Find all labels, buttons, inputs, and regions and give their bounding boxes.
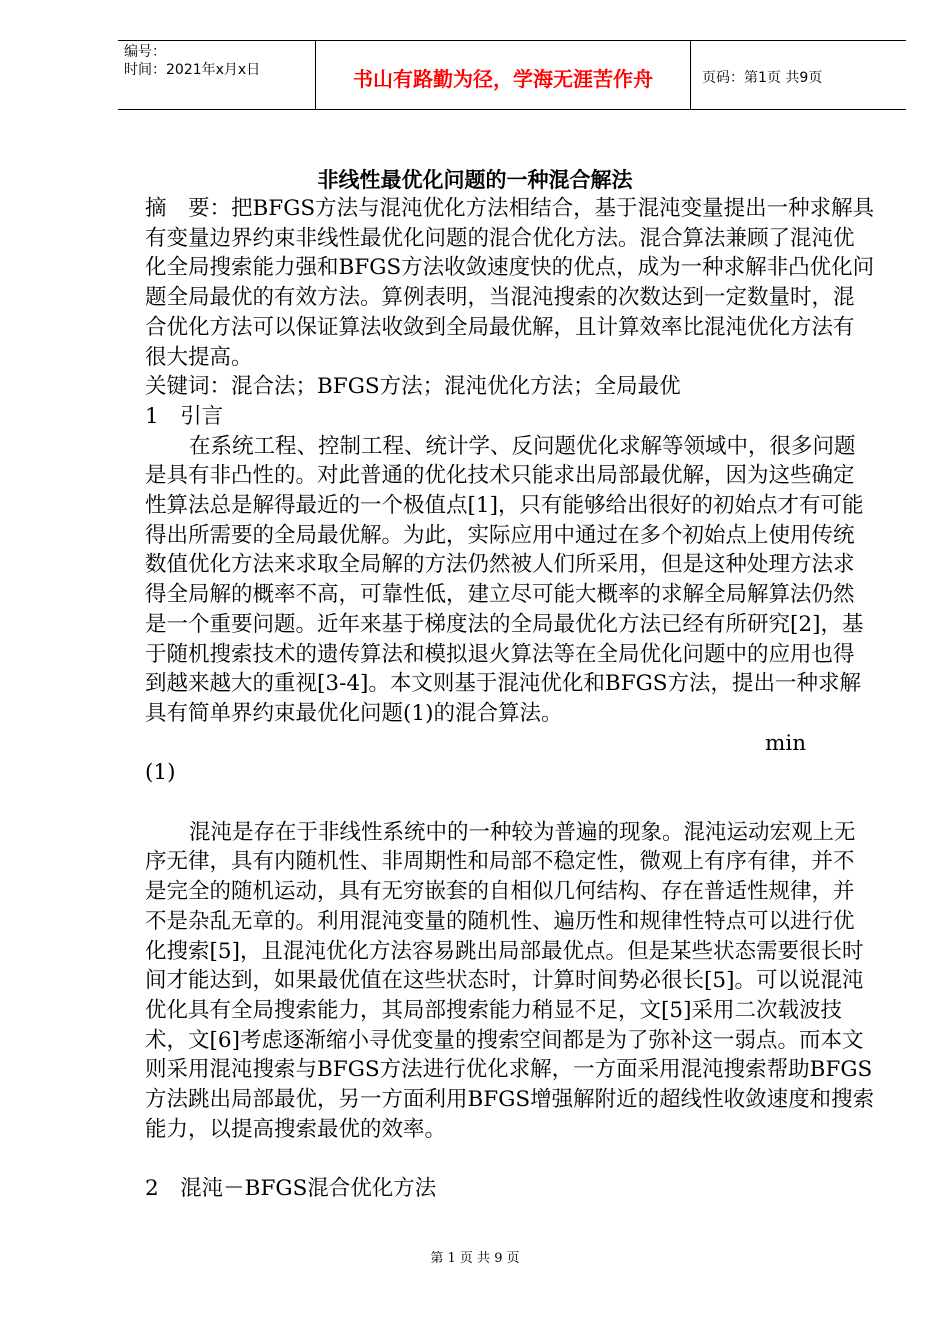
paper-title: 非线性最优化问题的一种混合解法 [317, 168, 633, 192]
header-time-label: 时间：2021年x月x日 [124, 62, 261, 78]
formula-line [145, 729, 875, 759]
header-divider-right [690, 41, 691, 109]
header-divider-left [315, 41, 316, 109]
blank-line-2 [145, 1144, 875, 1174]
section-2-heading: 2 混沌－BFGS混合优化方法 [145, 1176, 437, 1202]
header-meta [124, 43, 260, 79]
section-1-paragraph-1: 在系统工程、控制工程、统计学、反问题优化求解等领域中，很多问题是具有非凸性的。对此普通的优化技术只能求出局部最优解，因为这些确定性算法总是解得最近的一个极值点[1]，只有能够给出很好的初始点才有可能得出所需要的全局最优解。为此，实际应用中通过在多个初始点上使用传统数值优化方法来求取全局解的方法仍然被人们所采用，但是这种处理方法求得全局解的概率不高，可靠性低，建立尽可能大概率的求解全局解算法仍然是一个重要问题。近年来基于梯度法的全局最优化方法已经有所研究[2]，基于随机搜索技术的遗传算法和模拟退火算法等在全局优化问题中的应用也得到越来越大的重视[3-4]。本文则基于混沌优化和BFGS方法，提出一种求解具有简单界约束最优化问题(1)的混合算法。 [145, 433, 864, 726]
page-footer: 第 1 页 共 9 页 [430, 1251, 520, 1266]
header-page-info: 页码：第1页 共9页 [702, 70, 823, 86]
section-1-paragraph-2: 混沌是存在于非线性系统中的一种较为普遍的现象。混沌运动宏观上无序无律，具有内随机性、非周期性和局部不稳定性，微观上有序有律，并不是完全的随机运动，具有无穷嵌套的自相似几何结构、存在普适性规律，并不是杂乱无章的。利用混沌变量的随机性、遍历性和规律性特点可以进行优化搜索[5]，且混沌优化方法容易跳出局部最优点。但是某些状态需要很长时间才能达到，如果最优值在这些状态时，计算时间势必很长[5]。可以说混沌优化具有全局搜索能力，其局部搜索能力稍显不足，文[5]采用二次载波技术，文[6]考虑逐渐缩小寻优变量的搜索空间都是为了弥补这一弱点。而本文则采用混沌搜索与BFGS方法进行优化求解，一方面采用混沌搜索帮助BFGS方法跳出局部最优，另一方面利用BFGS增强解附近的超线性收敛速度和搜索能力，以提高搜索最优的效率。 [145, 819, 875, 1142]
abstract: 摘 要：把BFGS方法与混沌优化方法相结合，基于混沌变量提出一种求解具有变量边界约束非线性最优化问题的混合优化方法。混合算法兼顾了混沌优化全局搜索能力强和BFGS方法收敛速度快的优点，成为一种求解非凸优化问题全局最优的有效方法。算例表明，当混沌搜索的次数达到一定数量时，混合优化方法可以保证算法收敛到全局最优解，且计算效率比混沌优化方法有很大提高。 [145, 196, 875, 370]
header-number-label: 编号： [124, 44, 166, 60]
blank-line [145, 788, 875, 818]
keywords: 关键词：混合法；BFGS方法；混沌优化方法；全局最优 [145, 374, 681, 400]
section-1-heading: 1 引言 [145, 403, 224, 429]
paper-body [145, 194, 875, 1204]
formula-min: min [765, 730, 807, 756]
formula-number: (1) [145, 760, 176, 786]
page-header-table [118, 40, 906, 110]
header-motto: 书山有路勤为径，学海无涯苦作舟 [353, 67, 653, 91]
